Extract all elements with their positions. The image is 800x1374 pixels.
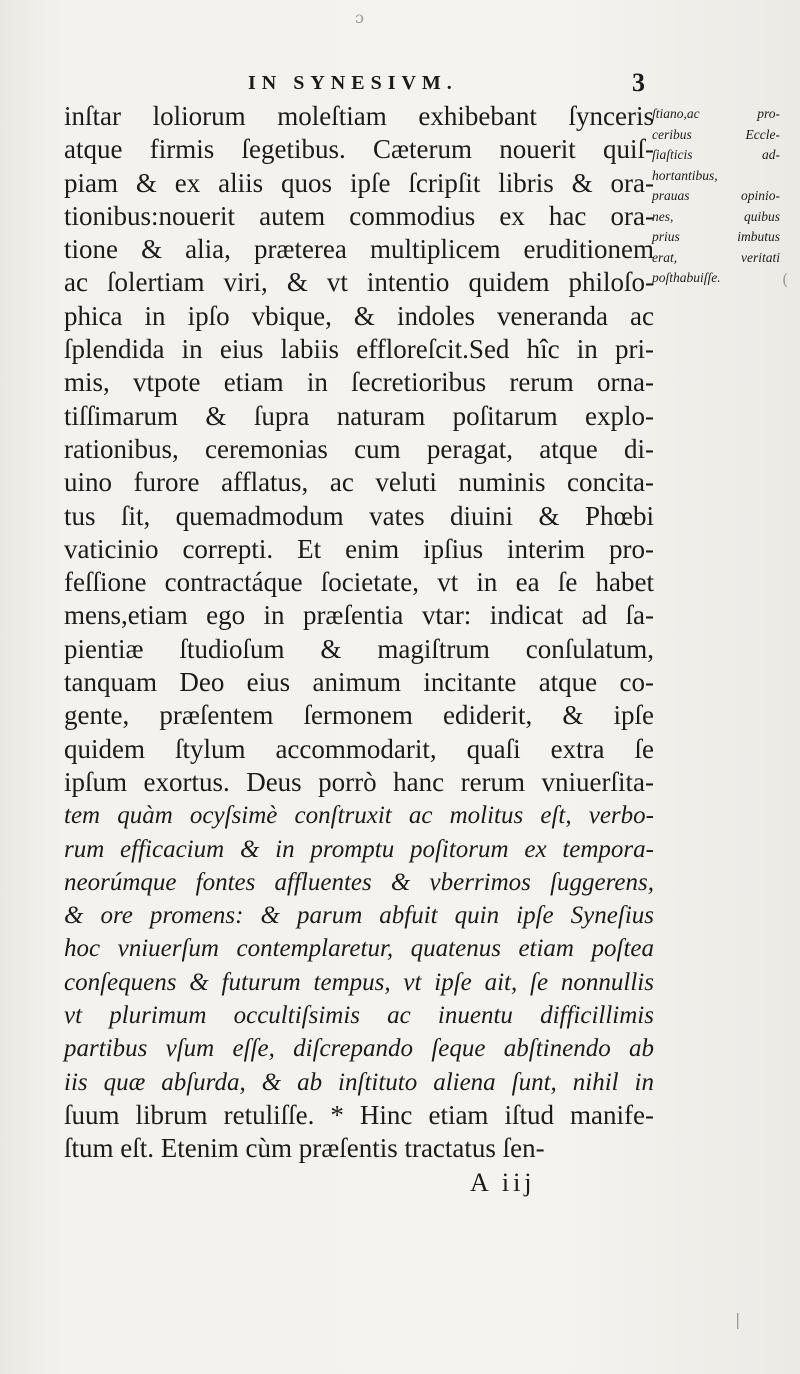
text-line: tionibus:nouerit autem commodius ex hac ora- [64,200,654,231]
bleed-through-mark: | [735,1310,741,1329]
text-line: partibus vſum eſſe, diſcrepando ſeque abſtinendo ab [64,1035,654,1063]
page-number: 3 [632,68,645,97]
running-head [248,68,645,100]
marginal-note-line: ceribus Eccle- [652,126,780,142]
text-line: conſequens & futurum tempus, vt ipſe ait, ſe nonnullis [64,968,654,996]
marginal-note-line: hortantibus, [652,167,718,183]
text-line: & ore promens: & parum abfuit quin ipſe Syneſius [64,902,654,930]
text-line: phica in ipſo vbique, & indoles veneranda ac [64,300,654,331]
signature-mark [470,1168,670,1202]
text-line: mens,etiam ego in præſentia vtar: indicat ad ſa- [64,600,654,631]
text-line: gente, præſentem ſermonem ediderit, & ipſe [64,700,654,731]
marginal-note-line: prauas opinio- [652,188,780,203]
text-line: neorúmque fontes affluentes & vberrimos ſuggerens, [64,868,654,896]
text-line: ac ſolertiam viri, & vt intentio quidem philoſo- [64,267,654,298]
text-line: ipſum exortus. Deus porrò hanc rerum vniuerſita- [64,766,654,797]
text-line: tiſſimarum & ſupra naturam poſitarum explo- [64,400,654,431]
text-line: rationibus, ceremonias cum peragat, atque di- [64,433,654,464]
text-line: iis quæ abſurda, & ab inſtituto aliena ſunt, nihil in [64,1068,654,1096]
marginal-note-line: ſiaſticis ad- [652,147,780,162]
text-line: atque firmis ſegetibus. Cæterum nouerit quiſ- [64,134,654,165]
text-line: tanquam Deo eius animum incitante atque co- [64,667,654,698]
text-line: uino furore afflatus, ac veluti numinis concita- [64,467,654,498]
marginal-note [652,104,780,289]
text-line: ſplendida in eius labiis effloreſcit.Sed hîc in pri- [64,334,654,365]
text-line: ſuum librum retuliſſe. * Hinc etiam iſtud manife- [64,1099,654,1130]
text-line: ſtum eſt. Etenim cùm præſentis tractatus ſen- [64,1133,545,1164]
text-line: tem quàm ocyſsimè conſtruxit ac molitus eſt, verbo- [64,802,654,830]
signature-text: A iij [470,1168,536,1197]
text-line: pientiæ ſtudioſum & magiſtrum conſulatum, [64,633,654,664]
text-line: inſtar loliorum moleſtiam exhibebant ſynceris [64,101,654,131]
marginal-note-line: ſtiano,ac pro- [652,106,780,121]
text-line: tione & alia, præterea multiplicem eruditionem [64,234,654,265]
text-line: hoc vniuerſum contemplaretur, quatenus etiam poſtea [64,935,654,963]
text-line: piam & ex aliis quos ipſe ſcripſit libris & ora- [64,167,654,198]
text-line: rum efficacium & in promptu poſitorum ex tempora- [64,835,654,863]
text-line: mis, vtpote etiam in ſecretioribus rerum orna- [64,367,654,398]
text-line: vaticinio correpti. Et enim ipſius interim pro- [64,533,654,564]
text-line: feſſione contractáque ſocietate, vt in ea ſe habet [64,567,654,598]
bleed-through-mark: ( [782,270,789,289]
marginal-note-line: nes, quibus [652,208,780,224]
bleed-through-mark: ɔ [355,8,364,27]
text-line: quidem ſtylum accommodarit, quaſi extra ſe [64,733,654,764]
main-text-block [64,100,654,1166]
text-line: vt plurimum occultiſsimis ac inuentu difficillimis [64,1002,654,1030]
marginal-note-line: poſthabuiſſe. [652,270,721,285]
text-line: tus ſit, quemadmodum vates diuini & Phœbi [64,500,654,531]
running-head-title: IN SYNESIVM. [248,72,458,94]
marginal-note-line: prius imbutus [652,229,780,244]
marginal-note-line: erat, veritati [652,249,780,265]
